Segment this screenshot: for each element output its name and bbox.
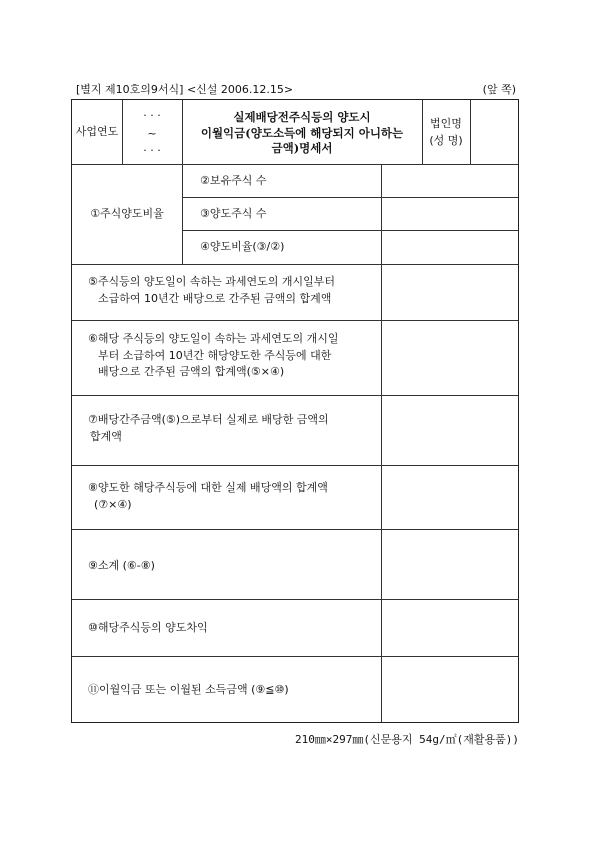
statement-form bbox=[71, 99, 519, 723]
title-line-2: 이월익금(양도소득에 해당되지 아니하는 bbox=[200, 125, 404, 140]
corp-name-line-2: (성 명) bbox=[429, 133, 463, 147]
row-6-label bbox=[88, 331, 380, 381]
document-title bbox=[182, 110, 422, 157]
row-6-line-1: ⑥해당 주식등의 양도일이 속하는 과세연도의 개시일 bbox=[88, 332, 339, 345]
business-year-label: 사업연도 bbox=[75, 124, 119, 138]
row-6-line-3: 배당으로 간주된 금액의 합계액(⑤×④) bbox=[98, 365, 285, 378]
transfer-ratio-formula-label: ④양도비율(③/②) bbox=[200, 240, 285, 253]
row-8-line-2: (⑦×④) bbox=[94, 497, 132, 511]
row-7-line-2: 합계액 bbox=[90, 429, 122, 443]
form-number-label: [별지 제10호의9서식] <신설 2006.12.15> bbox=[76, 83, 294, 96]
row-8-label bbox=[88, 480, 380, 513]
row-7-amount-field[interactable] bbox=[381, 395, 518, 465]
row-8-line-1: ⑧양도한 해당주식등에 대한 실제 배당액의 합계액 bbox=[88, 481, 328, 494]
row-5-line-2: 소급하여 10년간 배당으로 간주된 금액의 합계액 bbox=[98, 291, 332, 305]
row-10-label: ⑩해당주식등의 양도차익 bbox=[88, 621, 208, 634]
period-start-dots: · · · bbox=[143, 109, 161, 122]
page-side-label: (앞 쪽) bbox=[482, 83, 516, 96]
business-year-period[interactable] bbox=[122, 100, 182, 164]
row-11-label: ⑪이월익금 또는 이월된 소득금액 (⑨≦⑩) bbox=[88, 683, 289, 696]
row-5-line-1: ⑤주식등의 양도일이 속하는 과세연도의 개시일부터 bbox=[88, 275, 335, 288]
row-6-line-2: 부터 소급하여 10년간 해당양도한 주식등에 대한 bbox=[98, 348, 332, 362]
row-5-amount-field[interactable] bbox=[381, 264, 518, 320]
transfer-ratio-label: ①주식양도비율 bbox=[90, 206, 164, 220]
transferred-shares-label: ③양도주식 수 bbox=[200, 207, 267, 220]
row-7-line-1: ⑦배당간주금액(⑤)으로부터 실제로 배당한 금액의 bbox=[88, 413, 329, 426]
row-5-label bbox=[88, 274, 380, 307]
title-line-3: 금액)명세서 bbox=[271, 141, 333, 156]
transfer-ratio-field[interactable] bbox=[381, 230, 518, 264]
corp-name-label bbox=[422, 116, 470, 149]
row-9-label: ⑨소계 (⑥-⑧) bbox=[88, 559, 155, 572]
row-10-amount-field[interactable] bbox=[381, 599, 518, 656]
corp-name-field[interactable] bbox=[470, 100, 518, 164]
paper-spec-footer: 210㎜×297㎜(신문용지 54g/㎡(재활용품)) bbox=[295, 733, 519, 746]
transferred-shares-field[interactable] bbox=[381, 197, 518, 230]
row-6-amount-field[interactable] bbox=[381, 320, 518, 395]
period-tilde: ~ bbox=[147, 126, 157, 140]
row-7-label bbox=[88, 412, 380, 445]
title-line-1: 실제배당전주식등의 양도시 bbox=[233, 110, 371, 124]
held-shares-label: ②보유주식 수 bbox=[200, 174, 267, 187]
held-shares-field[interactable] bbox=[381, 164, 518, 197]
row-11-amount-field[interactable] bbox=[381, 656, 518, 722]
row-9-amount-field[interactable] bbox=[381, 529, 518, 599]
row-8-amount-field[interactable] bbox=[381, 465, 518, 529]
corp-name-line-1: 법인명 bbox=[430, 117, 462, 130]
period-end-dots: · · · bbox=[143, 144, 161, 157]
